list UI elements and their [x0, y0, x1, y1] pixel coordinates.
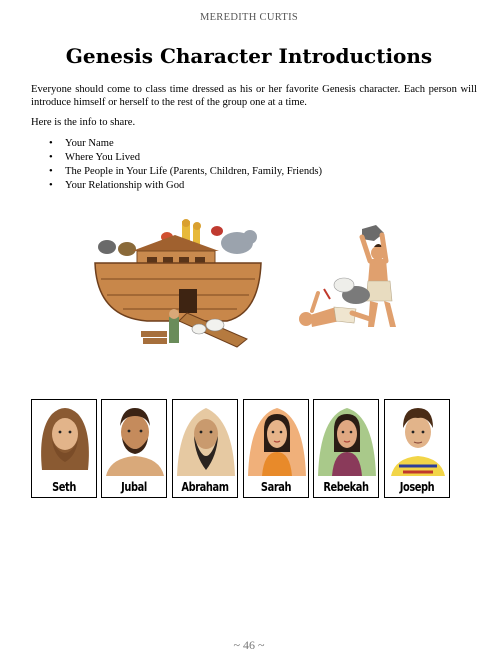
share-list	[31, 137, 322, 193]
portrait-card-seth	[31, 399, 97, 498]
list-item-text: Where You Lived	[65, 152, 141, 163]
intro-paragraph: Everyone should come to class time dressed as his or her favorite Genesis character. Each person will introduce himself or herself to the rest of the group one at a time.	[31, 84, 477, 108]
portrait-card-abraham	[172, 399, 238, 498]
list-item	[31, 165, 322, 179]
list-item	[31, 179, 322, 193]
portrait-card-sarah	[243, 399, 309, 498]
info-line: Here is the info to share.	[31, 117, 136, 128]
cain-and-abel-illustration	[290, 223, 418, 338]
character-portraits	[31, 399, 451, 499]
portrait-name: Seth	[52, 480, 76, 494]
portrait-card-jubal	[101, 399, 167, 498]
bullet-icon: •	[49, 166, 53, 177]
bullet-icon: •	[49, 180, 53, 191]
list-item-text: Your Relationship with God	[65, 180, 185, 191]
list-item-text: Your Name	[65, 138, 114, 149]
portrait-name: Jubal	[121, 480, 147, 494]
list-item	[31, 137, 322, 151]
sarah-portrait-icon	[244, 400, 309, 476]
noahs-ark-illustration	[87, 217, 265, 355]
page-title: Genesis Character Introductions	[65, 44, 433, 68]
page-number: ~ 46 ~	[233, 638, 265, 652]
portrait-name: Sarah	[260, 480, 292, 494]
bullet-icon: •	[49, 138, 53, 149]
portrait-name: Abraham	[181, 480, 229, 494]
jubal-portrait-icon	[102, 400, 167, 476]
portrait-card-joseph	[384, 399, 450, 498]
portrait-name: Joseph	[399, 480, 435, 494]
abraham-portrait-icon	[173, 400, 238, 476]
list-item-text: The People in Your Life (Parents, Children, Family, Friends)	[65, 166, 323, 177]
seth-portrait-icon	[32, 400, 97, 476]
joseph-portrait-icon	[385, 400, 450, 476]
rebekah-portrait-icon	[314, 400, 379, 476]
bullet-icon: •	[49, 152, 53, 163]
list-item	[31, 151, 322, 165]
portrait-name: Rebekah	[323, 480, 369, 494]
portrait-card-rebekah	[313, 399, 379, 498]
running-head: MEREDITH CURTIS	[199, 12, 299, 23]
